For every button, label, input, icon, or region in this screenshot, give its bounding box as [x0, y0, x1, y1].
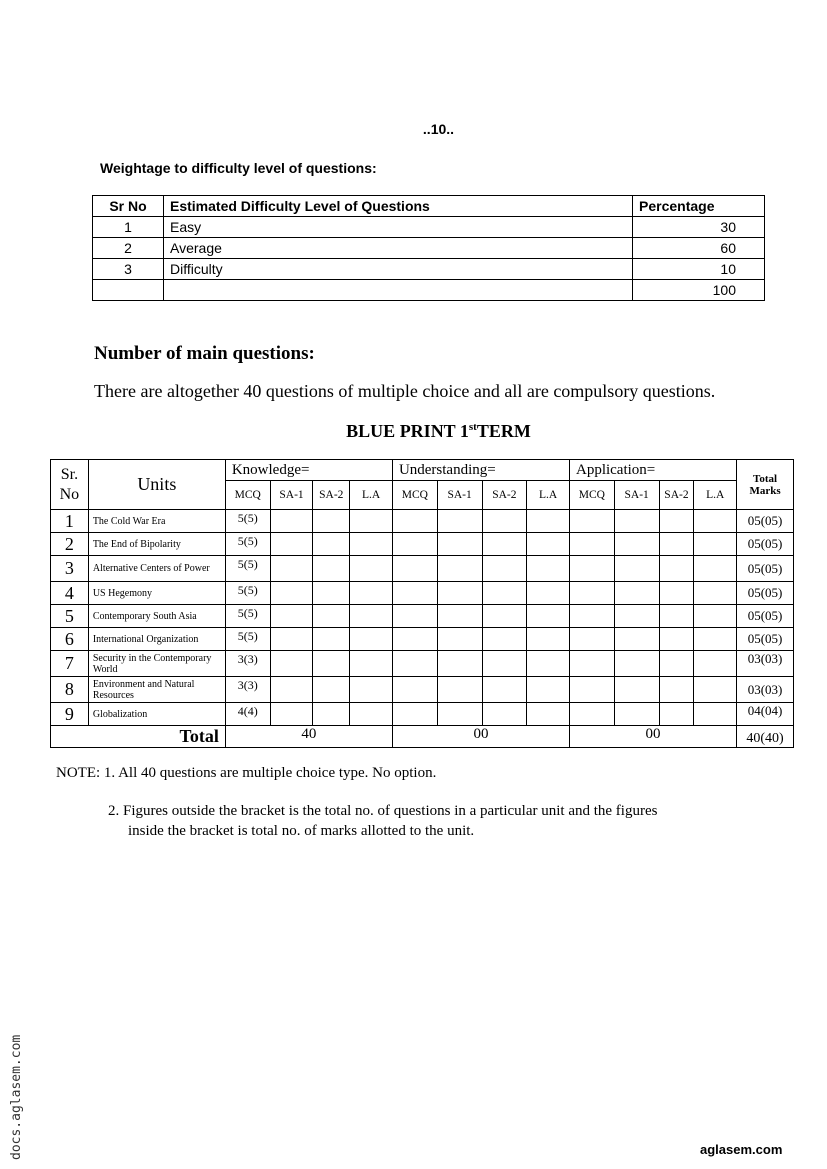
knowledge-mcq-cell: 5(5)	[225, 556, 270, 582]
table-row	[93, 259, 765, 280]
table-row	[93, 217, 765, 238]
unit-name: Contemporary South Asia	[88, 605, 225, 628]
subheader-k-mcq: MCQ	[225, 481, 270, 510]
note-1: NOTE: 1. All 40 questions are multiple choice type. No option.	[56, 765, 437, 781]
note-2	[108, 801, 657, 841]
subheader-u-sa2: SA-2	[482, 481, 527, 510]
blueprint-title-sup: st	[468, 421, 477, 433]
knowledge-mcq-cell: 5(5)	[225, 628, 270, 651]
table-row	[51, 677, 794, 703]
unit-name: Globalization	[88, 703, 225, 726]
percentage-total-cell: 100	[633, 280, 765, 301]
row-number: 7	[51, 651, 89, 677]
application-total: 00	[569, 726, 736, 748]
header-sr-no	[51, 460, 89, 510]
subheader-a-la: L.A	[694, 481, 737, 510]
unit-name: The Cold War Era	[88, 510, 225, 533]
percentage-cell: 30	[633, 217, 765, 238]
table-row	[51, 628, 794, 651]
table-header-row	[93, 196, 765, 217]
header-application: Application=	[569, 460, 736, 481]
row-number: 2	[51, 533, 89, 556]
page-number: ..10..	[422, 121, 455, 137]
unit-name: International Organization	[88, 628, 225, 651]
main-questions-heading: Number of main questions:	[94, 343, 315, 364]
blueprint-table	[50, 459, 794, 748]
subheader-k-la: L.A	[350, 481, 393, 510]
header-knowledge: Knowledge=	[225, 460, 392, 481]
sr-cell: 3	[93, 259, 164, 280]
knowledge-mcq-cell: 3(3)	[225, 651, 270, 677]
total-marks-cell: 05(05)	[737, 605, 794, 628]
header-no-text: No	[59, 485, 80, 503]
percentage-cell: 10	[633, 259, 765, 280]
knowledge-mcq-cell: 5(5)	[225, 533, 270, 556]
row-number: 1	[51, 510, 89, 533]
blueprint-title-post: TERM	[476, 421, 531, 441]
sr-cell	[93, 280, 164, 301]
table-row	[51, 605, 794, 628]
header-sr-no: Sr No	[93, 196, 164, 217]
header-sr-text: Sr.	[60, 465, 79, 483]
total-marks-cell: 05(05)	[737, 510, 794, 533]
row-number: 9	[51, 703, 89, 726]
subheader-a-sa2: SA-2	[659, 481, 694, 510]
unit-name: The End of Bipolarity	[88, 533, 225, 556]
header-total-text: Total	[753, 472, 778, 485]
percentage-cell: 60	[633, 238, 765, 259]
table-total-row	[93, 280, 765, 301]
knowledge-total: 40	[225, 726, 392, 748]
total-label: Total	[51, 726, 226, 748]
grand-total: 40(40)	[737, 726, 794, 748]
difficulty-table	[92, 195, 765, 301]
main-questions-text: There are altogether 40 questions of multiple choice and all are compulsory questions.	[94, 381, 716, 401]
knowledge-mcq-cell: 5(5)	[225, 510, 270, 533]
header-understanding: Understanding=	[392, 460, 569, 481]
knowledge-mcq-cell: 5(5)	[225, 605, 270, 628]
total-marks-cell: 03(03)	[737, 651, 794, 677]
level-cell: Easy	[164, 217, 633, 238]
header-units: Units	[88, 460, 225, 510]
total-marks-cell: 05(05)	[737, 533, 794, 556]
table-row	[51, 582, 794, 605]
level-cell: Average	[164, 238, 633, 259]
header-marks-text: Marks	[749, 484, 781, 497]
subheader-k-sa1: SA-1	[270, 481, 313, 510]
unit-name: Environment and Natural Resources	[88, 677, 225, 703]
subheader-u-mcq: MCQ	[392, 481, 437, 510]
total-marks-cell: 05(05)	[737, 582, 794, 605]
note-2-line-2: inside the bracket is total no. of marks allotted to the unit.	[128, 823, 475, 839]
table-row	[51, 533, 794, 556]
blueprint-group-header-row	[51, 460, 794, 481]
sr-cell: 1	[93, 217, 164, 238]
table-row	[93, 238, 765, 259]
level-cell: Difficulty	[164, 259, 633, 280]
blueprint-total-row	[51, 726, 794, 748]
header-total-marks	[737, 460, 794, 510]
table-row	[51, 703, 794, 726]
knowledge-mcq-cell: 3(3)	[225, 677, 270, 703]
subheader-u-la: L.A	[527, 481, 570, 510]
unit-name: US Hegemony	[88, 582, 225, 605]
row-number: 4	[51, 582, 89, 605]
level-cell	[164, 280, 633, 301]
knowledge-mcq-cell: 5(5)	[225, 582, 270, 605]
sr-cell: 2	[93, 238, 164, 259]
blueprint-title	[0, 421, 827, 442]
total-marks-cell: 04(04)	[737, 703, 794, 726]
subheader-a-sa1: SA-1	[614, 481, 659, 510]
row-number: 8	[51, 677, 89, 703]
subheader-u-sa1: SA-1	[437, 481, 482, 510]
watermark: docs.aglasem.com	[9, 1034, 24, 1160]
row-number: 6	[51, 628, 89, 651]
total-marks-cell: 05(05)	[737, 628, 794, 651]
row-number: 5	[51, 605, 89, 628]
header-difficulty-level: Estimated Difficulty Level of Questions	[164, 196, 633, 217]
understanding-total: 00	[392, 726, 569, 748]
subheader-k-sa2: SA-2	[313, 481, 350, 510]
table-row	[51, 510, 794, 533]
total-marks-cell: 05(05)	[737, 556, 794, 582]
footer-brand: aglasem.com	[700, 1142, 783, 1157]
weightage-title: Weightage to difficulty level of questions:	[100, 160, 377, 176]
total-marks-cell: 03(03)	[737, 677, 794, 703]
knowledge-mcq-cell: 4(4)	[225, 703, 270, 726]
table-row	[51, 651, 794, 677]
subheader-a-mcq: MCQ	[569, 481, 614, 510]
unit-name: Alternative Centers of Power	[88, 556, 225, 582]
row-number: 3	[51, 556, 89, 582]
blueprint-title-pre: BLUE PRINT 1	[346, 421, 469, 441]
unit-name: Security in the Contemporary World	[88, 651, 225, 677]
header-percentage: Percentage	[633, 196, 765, 217]
table-row	[51, 556, 794, 582]
note-2-line-1: 2. Figures outside the bracket is the total no. of questions in a particular unit and the figures	[108, 803, 658, 819]
